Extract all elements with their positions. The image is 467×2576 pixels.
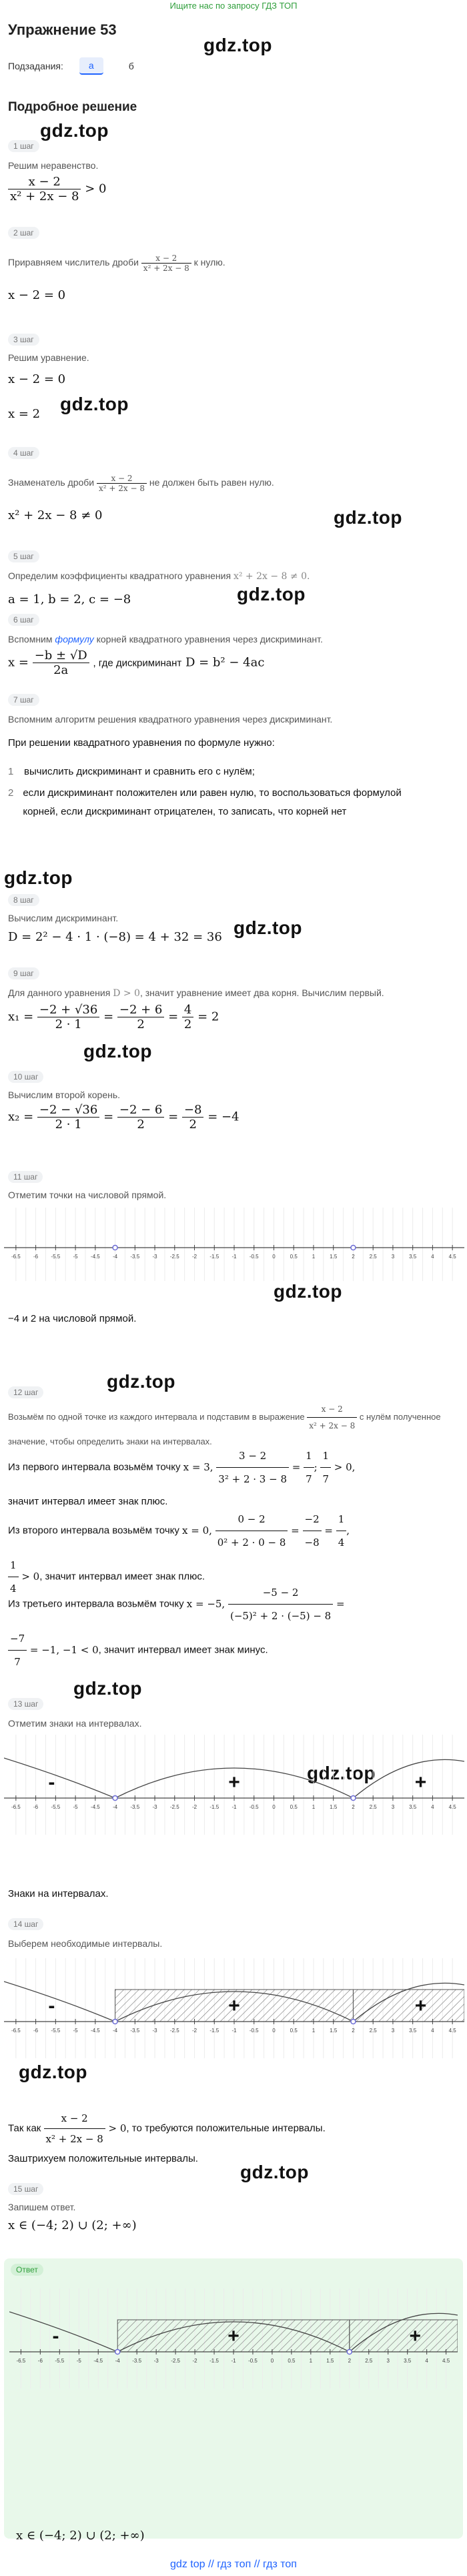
axis-tick-label: -3.5 xyxy=(132,2358,142,2364)
axis-tick-label: -2 xyxy=(192,2358,197,2364)
step-text: Возьмём по одной точке из каждого интервала и подставим в выражение $\frac{x - 2}{\text{x² + 2x − 8}}$ с нулём полученное значение, чтобы определить знаки на интервалах. xyxy=(8,1401,462,1450)
axis-tick-label: -0.5 xyxy=(249,1804,259,1810)
axis-tick-label: -3 xyxy=(152,1804,157,1810)
axis-tick-label: 1.5 xyxy=(330,2028,338,2034)
step-text: Вспомним алгоритм решения квадратного уравнения через дискриминант. xyxy=(8,714,333,725)
axis-tick-label: 0 xyxy=(272,2028,276,2034)
sign-arc xyxy=(9,2312,117,2352)
step-label: 8 шаг xyxy=(8,894,39,906)
step-label: 14 шаг xyxy=(8,1918,43,1930)
axis-tick-label: -1.5 xyxy=(209,1804,219,1810)
step-text: Выберем необходимые интервалы. xyxy=(8,1938,163,1949)
axis-tick-label: -0.5 xyxy=(249,1254,259,1260)
axis-tick-label: 2.5 xyxy=(369,1254,377,1260)
axis-tick-label: -3 xyxy=(153,2358,159,2364)
number-line-answer xyxy=(9,2288,458,2389)
root-point xyxy=(351,1246,356,1250)
step-text: Вычислим дискриминант. xyxy=(8,913,119,923)
number-line-shaded xyxy=(4,1958,464,2058)
interval-sign: - xyxy=(52,2325,59,2347)
interval-sign: + xyxy=(227,2325,240,2347)
axis-tick-label: 2 xyxy=(348,2358,352,2364)
discriminant: D = 2² − 4 · 1 · (−8) = 4 + 32 = 36 xyxy=(8,930,222,944)
axis-tick-label: -3 xyxy=(152,1254,157,1260)
axis-tick-label: -1 xyxy=(231,2028,237,2034)
subsections-label: Подзадания: xyxy=(8,61,63,71)
axis-tick-label: -4.5 xyxy=(90,2028,100,2034)
step-label: 7 шаг xyxy=(8,694,39,706)
axis-tick-label: 0.5 xyxy=(290,1804,298,1810)
sign-arc xyxy=(353,1759,464,1798)
points-caption: −4 и 2 на числовой прямой. xyxy=(8,1313,137,1324)
list-item: 2 если дискриминант положителен или равен нулю, то воспользоваться формулой корней, если дискриминант отрицателен, то записать, что корней нет xyxy=(8,787,402,817)
solution-heading: Подробное решение xyxy=(8,100,137,114)
step-text: Знаменатель дроби $\frac{x - 2}{\text{x² + 2x − 8}}$ не должен быть равен нулю. xyxy=(8,474,274,493)
axis-tick-label: -1.5 xyxy=(209,1254,219,1260)
step-text: Определим коэффициенты квадратного уравнения x² + 2x − 8 ≠ 0. xyxy=(8,570,310,582)
axis-tick-label: 4.5 xyxy=(448,1804,456,1810)
axis-tick-label: 2.5 xyxy=(365,2358,373,2364)
step-label: 13 шаг xyxy=(8,1698,43,1710)
number-line-signs xyxy=(4,1735,464,1835)
axis-tick-label: -0.5 xyxy=(249,2028,259,2034)
axis-tick-label: -5 xyxy=(73,1804,78,1810)
axis-tick-label: -6 xyxy=(37,2358,43,2364)
step-text: Запишем ответ. xyxy=(8,2202,76,2212)
axis-tick-label: 2 xyxy=(352,1254,355,1260)
tab-a[interactable]: a xyxy=(79,57,103,75)
algo-list xyxy=(8,766,408,828)
step-label: 5 шаг xyxy=(8,550,39,562)
tab-b[interactable]: б xyxy=(128,61,134,71)
root-point xyxy=(115,2350,120,2354)
root-x1: x₁ = $\frac{-2 + √36}{2 \cdot 1}$ = $\frac{-2 + 6}{2}$ = $\frac{4}{2}$ = 2 xyxy=(8,1003,219,1031)
shaded-interval xyxy=(353,1990,464,2022)
equation: x − 2 = 0 xyxy=(8,372,66,386)
axis-tick-label: -3.5 xyxy=(130,1804,140,1810)
axis-tick-label: 4.5 xyxy=(442,2358,450,2364)
step-label: 9 шаг xyxy=(8,967,39,979)
axis-tick-label: -4.5 xyxy=(90,1804,100,1810)
watermark: gdz.top xyxy=(60,394,129,414)
interval-sign: + xyxy=(409,2325,422,2347)
axis-tick-label: 1.5 xyxy=(330,1254,338,1260)
axis-tick-label: 4.5 xyxy=(448,1254,456,1260)
root-point xyxy=(113,1796,117,1801)
axis-tick-label: -3 xyxy=(152,2028,157,2034)
axis-tick-label: -1 xyxy=(231,2358,236,2364)
axis-tick-label: 3 xyxy=(391,1254,395,1260)
quadratic-formula: x = $\frac{-b \pm √D}{2a}$ , где дискриминант D = b² − 4ac xyxy=(8,649,265,677)
axis-tick-label: 0.5 xyxy=(290,1254,298,1260)
interval-sign: + xyxy=(228,1771,240,1793)
axis-tick-label: -6.5 xyxy=(11,1254,21,1260)
axis-tick-label: 2 xyxy=(352,2028,355,2034)
root-point xyxy=(113,1246,117,1250)
step-text: Решим неравенство. xyxy=(8,160,99,171)
axis-tick-label: 1 xyxy=(312,1804,316,1810)
step-text: Приравняем числитель дроби $\frac{x - 2}{\text{x² + 2x − 8}}$ к нулю. xyxy=(8,254,225,273)
watermark: gdz.top xyxy=(73,1678,143,1699)
interval-sign: - xyxy=(48,1771,55,1793)
step-label: 11 шаг xyxy=(8,1171,43,1183)
signs-caption: Знаки на интервалах. xyxy=(8,1888,109,1899)
axis-tick-label: -4.5 xyxy=(93,2358,103,2364)
subsections xyxy=(8,57,143,75)
axis-tick-label: -5.5 xyxy=(51,1254,61,1260)
equation: x² + 2x − 8 ≠ 0 xyxy=(8,508,103,522)
axis-tick-label: -2 xyxy=(191,1804,197,1810)
axis-tick-label: 0.5 xyxy=(288,2358,296,2364)
number-line-points xyxy=(4,1208,464,1281)
axis-tick-label: 1.5 xyxy=(330,1804,338,1810)
axis-tick-label: -4 xyxy=(112,2028,118,2034)
axis-tick-label: -5 xyxy=(76,2358,81,2364)
axis-tick-label: 4 xyxy=(431,1254,434,1260)
root-point xyxy=(347,2350,352,2354)
axis-tick-label: -6 xyxy=(33,1804,39,1810)
axis-tick-label: 3 xyxy=(391,2028,395,2034)
axis-tick-label: -1.5 xyxy=(209,2028,219,2034)
watermark: gdz.top xyxy=(40,120,109,141)
root-x2: x₂ = $\frac{-2 - √36}{2 \cdot 1}$ = $\frac{-2 - 6}{2}$ = $\frac{-8}{2}$ = −4 xyxy=(8,1103,240,1132)
axis-tick-label: -2.5 xyxy=(169,1804,179,1810)
axis-tick-label: 1 xyxy=(309,2358,313,2364)
interval-check-2: Из второго интервала возьмём точку x = 0, $\frac{0 - 2}{\text{0² + 2 · 0 − 8}}$ = $\frac{-2}{-8}$ = $\frac{1}{4}$ , $\frac{1}{4}$ > 0, значит интервал имеет знак плюс. xyxy=(8,1508,462,1600)
axis-tick-label: -2 xyxy=(191,1254,197,1260)
axis-tick-label: -4 xyxy=(112,1804,118,1810)
step-label: 12 шаг xyxy=(8,1386,43,1398)
answer-final: x ∈ (−4; 2) ∪ (2; +∞) xyxy=(16,2529,145,2543)
inequality: $\frac{x - 2}{\text{x² + 2x − 8}}$ > 0 xyxy=(8,175,106,203)
page-title: Упражнение 53 xyxy=(8,21,117,38)
axis-tick-label: 1.5 xyxy=(326,2358,334,2364)
interval-check-1: Из первого интервала возьмём точку x = 3, $\frac{3 - 2}{\text{3² + 2 · 3 − 8}}$ = $\frac{1}{7}$ ; $\frac{1}{7}$ > 0, значит интервал имеет знак плюс. xyxy=(8,1444,462,1513)
interval-check-3: Из третьего интервала возьмём точку x = −5, $\frac{-5 - 2}{\text{(−5)² + 2 · (−5) − 8}}$ = $\frac{-7}{7}$ = −1, −1 < 0, значит интервал имеет знак минус. xyxy=(8,1581,462,1673)
watermark: gdz.top xyxy=(83,1041,153,1061)
axis-tick-label: 3.5 xyxy=(409,1804,417,1810)
axis-tick-label: 4 xyxy=(431,2028,434,2034)
root-point xyxy=(351,1796,356,1801)
axis-tick-label: 0 xyxy=(272,1254,276,1260)
watermark: gdz.top xyxy=(19,2062,88,2082)
axis-tick-label: 0 xyxy=(270,2358,274,2364)
axis-tick-label: -6 xyxy=(33,2028,39,2034)
axis-tick-label: -5.5 xyxy=(55,2358,65,2364)
step-label: 3 шаг xyxy=(8,334,39,346)
axis-tick-label: 1 xyxy=(312,2028,316,2034)
interval-sign: - xyxy=(48,1995,55,2017)
axis-tick-label: -0.5 xyxy=(248,2358,258,2364)
axis-tick-label: 2.5 xyxy=(369,1804,377,1810)
answer-label: Ответ xyxy=(11,2264,43,2276)
step-text: Отметим точки на числовой прямой. xyxy=(8,1190,167,1200)
axis-tick-label: 4.5 xyxy=(448,2028,456,2034)
axis-tick-label: -5 xyxy=(73,1254,78,1260)
step-label: 2 шаг xyxy=(8,227,39,239)
step-text: Вспомним формулу корней квадратного уравнения через дискриминант. xyxy=(8,634,323,645)
axis-tick-label: 0 xyxy=(272,1804,276,1810)
axis-tick-label: -1 xyxy=(231,1804,237,1810)
axis-tick-label: -1 xyxy=(231,1254,237,1260)
axis-tick-label: -4 xyxy=(115,2358,120,2364)
sign-arc xyxy=(4,1758,115,1798)
axis-tick-label: -5 xyxy=(73,2028,78,2034)
axis-tick-label: -1.5 xyxy=(209,2358,219,2364)
watermark: gdz.top xyxy=(4,867,73,888)
step-label: 4 шаг xyxy=(8,447,39,459)
axis-tick-label: 3 xyxy=(391,1804,395,1810)
axis-tick-label: -5.5 xyxy=(51,1804,61,1810)
interval-sign: + xyxy=(414,1771,427,1793)
axis-tick-label: -6 xyxy=(33,1254,39,1260)
footer-links[interactable]: gdz top // гдз топ // гдз топ xyxy=(170,2559,297,2570)
watermark: gdz.top xyxy=(237,584,306,604)
watermark: gdz.top xyxy=(203,35,273,55)
interval-sign: + xyxy=(228,1995,240,2017)
step-label: 10 шаг xyxy=(8,1071,43,1083)
watermark: gdz.top xyxy=(307,1763,376,1783)
step-label: 1 шаг xyxy=(8,140,39,152)
axis-tick-label: -2 xyxy=(191,2028,197,2034)
watermark: gdz.top xyxy=(274,1281,343,1302)
pick-intervals: Так как $\frac{x - 2}{\text{x² + 2x − 8}}$ > 0, то требуются положительные интервалы. Заштрихуем положительные интервалы. xyxy=(8,2108,326,2169)
axis-tick-label: 3.5 xyxy=(409,2028,417,2034)
axis-tick-label: -3.5 xyxy=(130,1254,140,1260)
axis-tick-label: -2.5 xyxy=(171,2358,181,2364)
axis-tick-label: 3.5 xyxy=(409,1254,417,1260)
axis-tick-label: -3.5 xyxy=(130,2028,140,2034)
algo-intro: При решении квадратного уравнения по формуле нужно: xyxy=(8,737,275,749)
axis-tick-label: -4 xyxy=(112,1254,118,1260)
equation: x − 2 = 0 xyxy=(8,288,66,302)
axis-tick-label: -4.5 xyxy=(90,1254,100,1260)
axis-tick-label: -6.5 xyxy=(16,2358,26,2364)
step-label: 15 шаг xyxy=(8,2183,43,2195)
step-text: Вычислим второй корень. xyxy=(8,1090,121,1100)
axis-tick-label: 0.5 xyxy=(290,2028,298,2034)
axis-tick-label: 3.5 xyxy=(404,2358,412,2364)
sign-arc xyxy=(4,1982,115,2022)
step-text: Отметим знаки на интервалах. xyxy=(8,1718,142,1729)
axis-tick-label: 3 xyxy=(386,2358,390,2364)
axis-tick-label: -5.5 xyxy=(51,2028,61,2034)
axis-tick-label: 4 xyxy=(425,2358,428,2364)
step-label: 6 шаг xyxy=(8,614,39,626)
list-item: 1 вычислить дискриминант и сравнить его с нулём; xyxy=(8,766,255,777)
axis-tick-label: -6.5 xyxy=(11,2028,21,2034)
answer-line: x ∈ (−4; 2) ∪ (2; +∞) xyxy=(8,2218,137,2232)
watermark: gdz.top xyxy=(234,917,303,938)
root-point xyxy=(351,2020,356,2024)
step-text: Решим уравнение. xyxy=(8,352,89,363)
axis-tick-label: 2.5 xyxy=(369,2028,377,2034)
coefficients: a = 1, b = 2, c = −8 xyxy=(8,592,131,606)
axis-tick-label: -2.5 xyxy=(169,2028,179,2034)
interval-sign: + xyxy=(414,1995,427,2017)
watermark: gdz.top xyxy=(107,1371,176,1392)
watermark: gdz.top xyxy=(240,2162,310,2182)
watermark: gdz.top xyxy=(334,507,403,528)
axis-tick-label: -6.5 xyxy=(11,1804,21,1810)
top-banner[interactable]: Ищите нас по запросу ГДЗ ТОП xyxy=(169,1,298,11)
shaded-interval xyxy=(350,2320,458,2352)
axis-tick-label: 2 xyxy=(352,1804,355,1810)
step-text: Для данного уравнения D > 0, значит уравнение имеет два корня. Вычислим первый. xyxy=(8,987,384,999)
axis-tick-label: -2.5 xyxy=(169,1254,179,1260)
axis-tick-label: 4 xyxy=(431,1804,434,1810)
equation: x = 2 xyxy=(8,407,41,421)
axis-tick-label: 1 xyxy=(312,1254,316,1260)
root-point xyxy=(113,2020,117,2024)
